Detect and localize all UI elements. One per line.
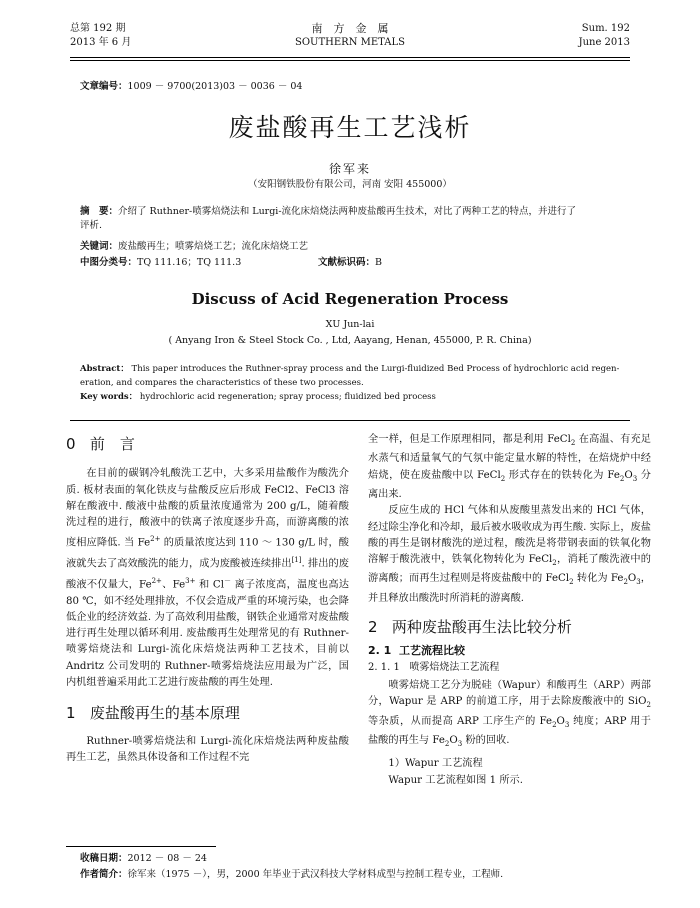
abstract-cn: 摘 要：介绍了 Ruthner-喷雾焙烧法和 Lurgi-流化床焙烧法两种废盐酸再生技术，对比了两种工艺的特点，并进行了 评析.: [80, 206, 577, 231]
section-2-heading: 2 两种废盐酸再生法比较分析: [368, 618, 572, 637]
right-column: [368, 432, 651, 789]
paragraph-principle: Ruthner-喷雾焙烧法和 Lurgi-流化床焙烧法两种废盐酸再生工艺，虽然具体设备和工作过程不完: [66, 735, 349, 763]
author-bio: 作者简介：徐军来（1975 －），男，2000 年毕业于武汉科技大学材料成型与控制工程专业，工程师.: [80, 869, 504, 880]
affiliation-en: ( Anyang Iron & Steel Stock Co. , Ltd, Aayang, Henan, 455000, P. R. China): [168, 335, 532, 346]
issue-sum: Sum. 192: [581, 23, 630, 34]
list-item-wapur: 1）Wapur 工艺流程: [388, 758, 483, 770]
author-en: XU Jun-lai: [325, 319, 375, 330]
paragraph-figure-ref: Wapur 工艺流程如图 1 所示.: [388, 774, 523, 786]
paragraph-principle-cont: 全一样，但是工作原理相同，都是利用 FeCl$_2$ 在高温、有充足水蒸气和适量氧气的气氛中能定量水解的特性，在焙烧炉中经焙烧，使在废盐酸中以 FeCl$_2$ 形式存在的铁转化为 $Fe_2O_3$ 分离出来.: [368, 434, 651, 500]
issue-number: 总第 192 期: [70, 23, 126, 34]
left-column: [66, 436, 349, 766]
abstract-en: Abstract： This paper introduces the Ruthner-spray process and the Lurgi-fluidized Bed Process of hydrochloric acid regen- eration, and compares the characteristics of these two processes. Key words： hydrochloric acid regeneration; spray process; fluidized bed process: [80, 364, 620, 402]
clc-code: 中图分类号：TQ 111.16；TQ 111.3: [80, 257, 242, 268]
author-cn: 徐军来: [328, 162, 371, 176]
journal-name-cn: 南 方 金 属: [311, 22, 389, 35]
abstract-divider: [70, 420, 630, 421]
footnote-rule: [66, 846, 216, 847]
issue-month: June 2013: [578, 37, 630, 48]
keywords-en: Key words： hydrochloric acid regeneration; spray process; fluidized bed process: [80, 392, 436, 402]
section-2-1-1-heading: 2. 1. 1 喷雾焙烧法工艺流程: [368, 661, 500, 673]
affiliation-cn: （安阳钢铁股份有限公司，河南 安阳 455000）: [248, 179, 452, 190]
section-0-heading: 0 前 言: [66, 435, 135, 453]
section-2-1-heading: 2. 1 工艺流程比较: [368, 644, 465, 658]
header-rule-thin: [70, 60, 630, 61]
title-en: Discuss of Acid Regeneration Process: [191, 290, 509, 308]
journal-name-en: SOUTHERN METALS: [295, 37, 405, 48]
section-1-heading: 1 废盐酸再生的基本原理: [66, 704, 240, 723]
title-cn: 废盐酸再生工艺浅析: [228, 113, 472, 142]
article-number: 文章编号：1009 － 9700(2013)03 － 0036 － 04: [80, 81, 303, 92]
header-right: [579, 22, 630, 50]
document-code: 文献标识码：B: [318, 257, 382, 268]
paragraph-spray-process: 喷雾焙烧工艺分为脱硅（Wapur）和酸再生（ARP）两部分，Wapur 是 ARP 的前道工序，用于去除废酸液中的 SiO$_2$ 等杂质，从而提高 ARP 工序生产的 $Fe_2O_3$ 纯度；ARP 用于盐酸的再生与 $Fe_2O_3$ 粉的回收.: [368, 679, 651, 748]
received-date: 收稿日期：2012 － 08 － 24: [80, 853, 207, 864]
paragraph-reaction: 反应生成的 HCl 气体和从废酸里蒸发出来的 HCl 气体，经过除尘净化和冷却，最后被水吸收成为再生酸. 实际上，废盐酸的再生是钢材酸洗的逆过程，酸洗是将带钢表面的铁氧化物溶解于酸洗液中，铁氧化物转化为 FeCl$_2$，消耗了酸洗液中的游离酸；而再生过程则是将废盐酸中的 FeCl$_2$ 转化为 $Fe_2O_3$，并且释放出酸洗时所消耗的游离酸.: [368, 505, 651, 604]
keywords-cn: 关键词：废盐酸再生；喷雾焙烧工艺；流化床焙烧工艺: [80, 241, 309, 252]
issue-date: 2013 年 6 月: [70, 37, 132, 48]
header-rule: [70, 57, 630, 58]
paragraph-intro: 在目前的碳钢冷轧酸洗工艺中，大多采用盐酸作为酸洗介质. 板材表面的氧化铁皮与盐酸反应后形成 FeCl2、FeCl3 溶解在酸液中. 酸液中盐酸的质量浓度通常为 200 g/L，随着酸洗过程的进行，酸液中的铁离子浓度逐步升高，而游离酸的浓度相应降低. 当 $Fe^{2+}$ 的质量浓度达到 110 ～ 130 g/L 时，酸液就失去了高效酸洗的能力，成为废酸被连续排出[1]. 排出的废酸液不仅量大，$Fe^{2+}$、$Fe^{3+}$ 和 Cl－ 离子浓度高，温度也高达 80 ℃，如不经处理排放，不仅会造成严重的环境污染，也会降低企业的经济效益. 为了高效利用盐酸，钢铁企业通常对废盐酸进行再生处理以循环利用. 废盐酸再生处理常见的有 Ruthner-喷雾焙烧法和 Lurgi-流化床焙烧法两种工艺技术，目前以 Andritz 公司发明的 Ruthner-喷雾焙烧法应用最为广泛，国内机组普遍采用此工艺进行废盐酸的再生处理.: [66, 468, 349, 689]
